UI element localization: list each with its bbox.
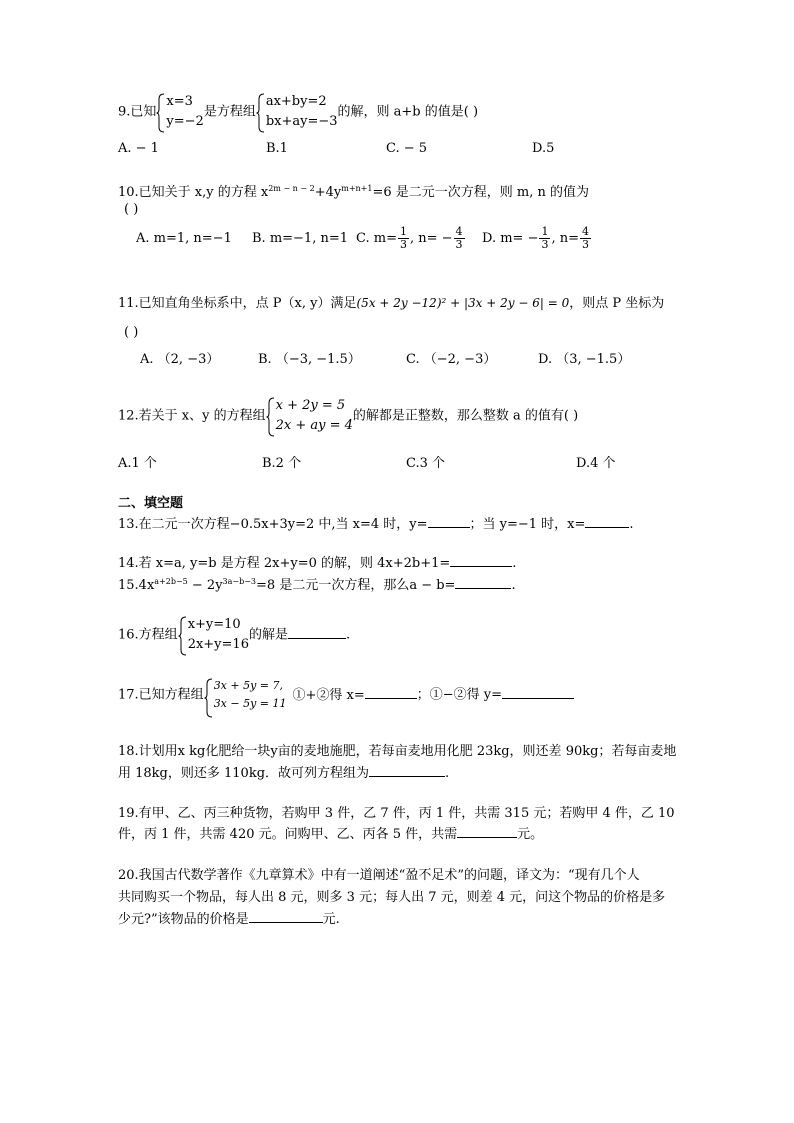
q11-choice-b: B. （−3, −1.5） — [258, 352, 361, 367]
q12-sys-eq1: x + 2y = 5 — [275, 398, 346, 413]
q10-exponent-2: m+n+1 — [341, 184, 373, 193]
fraction: $\frac{1}{3}$ — [399, 225, 407, 251]
q10-prefix: 10.已知关于 x,y 的方程 x — [118, 185, 269, 200]
q9-equation-system — [256, 92, 338, 132]
question-11 — [118, 292, 664, 311]
fraction: $\frac{4}{3}$ — [582, 225, 589, 251]
q12-choice-a: A.1 个 — [118, 456, 157, 471]
brace-icon — [204, 678, 213, 718]
q9-sys-eq1: ax+by=2 — [265, 94, 327, 109]
q10-answer-paren: ( ) — [124, 202, 139, 217]
answer-blank[interactable] — [455, 576, 511, 589]
q11-choice-a: A. （2, −3） — [140, 352, 220, 367]
q12-prefix: 12.若关于 x、y 的方程组 — [118, 408, 266, 424]
q16-equation-system: x+y=10 2x+y=16 — [178, 615, 249, 655]
q11-suffix: ，则点 P 坐标为 — [569, 296, 665, 311]
q20-line-3: 少元?”该物品的价格是 元. — [118, 912, 340, 927]
brace-icon — [178, 616, 187, 656]
question-16: 16.方程组 x+y=10 2x+y=16 的解是 . — [118, 615, 350, 655]
brace-icon — [156, 93, 165, 133]
q9-choice-a: A. − 1 — [118, 141, 159, 156]
answer-blank[interactable] — [365, 686, 417, 699]
q11-prefix: 11.已知直角坐标系中，点 P（x, y）满足 — [118, 296, 357, 311]
q10-choice-d: D. m= − $\frac{1}{3}$ , n= $\frac{4}{3}$ — [482, 225, 589, 251]
q10-choice-c: C. m= $\frac{1}{3}$ , n= − $\frac{4}{3}$ — [356, 225, 463, 251]
q10-suffix: =6 是二元一次方程，则 m, n 的值为 — [372, 185, 589, 200]
q11-choice-d: D. （3, −1.5） — [538, 352, 631, 367]
q19-line-2: 件，丙 1 件，共需 420 元。问购甲、乙、丙各 5 件，共需 元。 — [118, 827, 544, 842]
q12-sys-eq2: 2x + ay = 4 — [275, 418, 353, 433]
q18-line-1: 18.计划用x kg化肥给一块y亩的麦地施肥，若每亩麦地用化肥 23kg，则还差 90kg；若每亩麦地 — [118, 744, 677, 759]
q9-given-eq1: x=3 — [166, 94, 193, 109]
q11-answer-paren: ( ) — [124, 325, 139, 340]
question-15: $15.4x^{a+2b-5} - 2y^{3a-b-3}=8$ 是二元一次方程，那么a − b= . — [118, 577, 516, 593]
answer-blank[interactable] — [428, 515, 470, 528]
answer-blank[interactable] — [450, 554, 512, 567]
section-title: 二、填空题 — [118, 496, 184, 511]
q18-line-2: 用 18kg，则还多 110kg．故可列方程组为 . — [118, 766, 450, 781]
fraction: $\frac{1}{3}$ — [541, 225, 549, 251]
q10-choice-b: B. m=−1, n=1 — [252, 231, 349, 246]
q19-line-1: 19.有甲、乙、丙三种货物，若购甲 3 件，乙 7 件，丙 1 件，共需 315 元；若购甲 4 件，乙 10 — [118, 806, 675, 821]
q12-choice-b: B.2 个 — [262, 456, 302, 471]
question-14: 14.若 x=a, y=b 是方程 2x+y=0 的解，则 4x+2b+1= . — [118, 556, 517, 571]
question-10 — [118, 181, 589, 200]
q10-exponent-1: 2m − n − 2 — [268, 184, 315, 193]
q10-choice-a: A. m=1, n=−1 — [136, 231, 232, 246]
brace-icon — [256, 93, 265, 133]
fraction: $\frac{4}{3}$ — [455, 225, 463, 251]
q12-equation-system — [266, 396, 353, 436]
question-13: 13.在二元一次方程−0.5x+3y=2 中,当 x=4 时，y= ；当 y=−1 时，x= . — [118, 517, 634, 532]
q9-given-eq2: y=−2 — [166, 114, 204, 129]
q9-mid: 是方程组 — [203, 104, 256, 120]
q9-given-system — [156, 92, 203, 132]
q9-choice-b: B.1 — [266, 141, 288, 156]
q12-choice-c: C.3 个 — [406, 456, 446, 471]
answer-blank[interactable] — [288, 626, 346, 639]
answer-blank[interactable] — [457, 825, 517, 838]
brace-icon — [266, 397, 275, 437]
question-12 — [118, 396, 578, 436]
q12-suffix: 的解都是正整数，那么整数 a 的值有( ) — [352, 408, 579, 424]
q9-choice-c: C. − 5 — [386, 141, 428, 156]
q20-line-1: 20.我国古代数学著作《九章算术》中有一道阐述“盈不足术”的问题，译文为：“现有几个人 — [118, 868, 640, 883]
answer-blank[interactable] — [369, 764, 445, 777]
q9-prefix: 9.已知 — [118, 104, 157, 120]
answer-blank[interactable] — [502, 686, 574, 699]
question-9 — [118, 92, 478, 132]
q12-choice-d: D.4 个 — [576, 456, 616, 471]
answer-blank[interactable] — [249, 910, 323, 923]
answer-blank[interactable] — [585, 515, 629, 528]
q10-mid: +4y — [314, 185, 342, 200]
q11-choice-c: C. （−2, −3） — [406, 352, 497, 367]
q9-choice-d: D.5 — [532, 141, 555, 156]
q20-line-2: 共同购买一个物品，每人出 8 元，则多 3 元；每人出 7 元，则差 4 元，问这个物品的价格是多 — [118, 890, 666, 905]
question-17: 17.已知方程组 3x + 5y = 7, 3x − 5y = 11 ①+②得 x= ；①−②得 y= — [118, 677, 574, 713]
q9-sys-eq2: bx+ay=−3 — [265, 114, 338, 129]
q17-equation-system: 3x + 5y = 7, 3x − 5y = 11 — [204, 677, 287, 713]
q9-suffix: 的解，则 a+b 的值是( ) — [337, 104, 479, 120]
q11-expression: (5x + 2y −12)² + |3x + 2y − 6| = 0 — [356, 296, 570, 310]
